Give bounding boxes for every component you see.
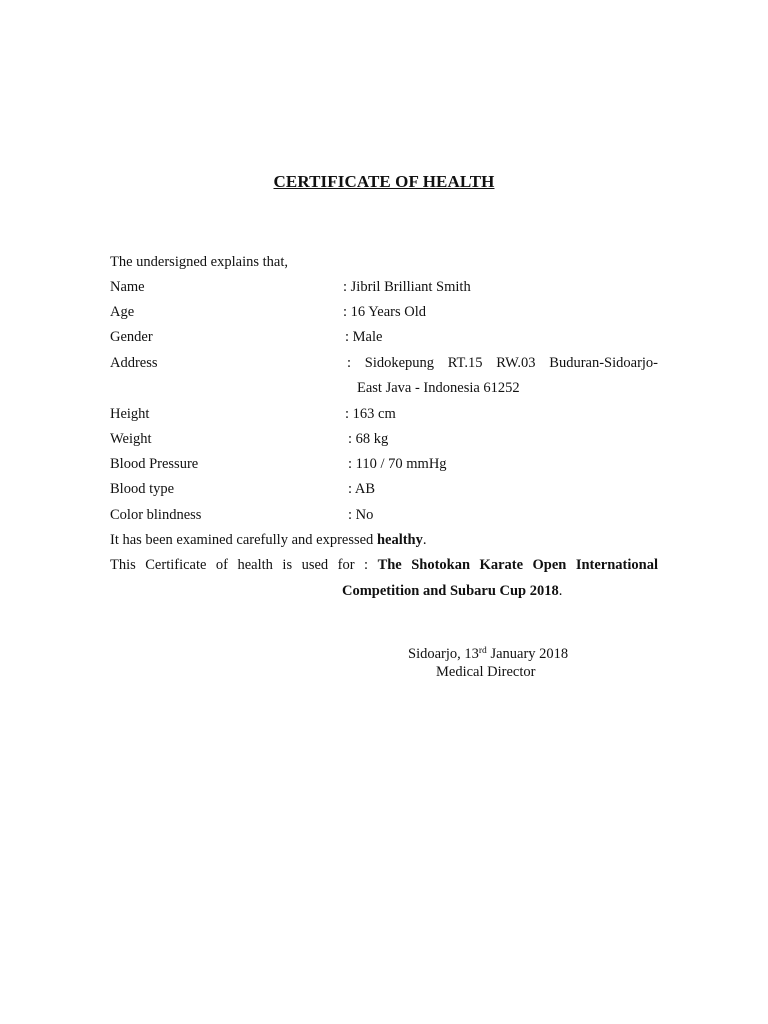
blood-type-label: Blood type: [110, 481, 175, 497]
address-label: Address: [110, 355, 158, 371]
examined-statement: [110, 531, 426, 549]
gender-value: : Male: [345, 329, 383, 345]
gender-label: Gender: [110, 329, 153, 345]
age-label: Age: [110, 304, 135, 320]
purpose-end: .: [558, 583, 563, 599]
certificate-title: CERTIFICATE OF HEALTH: [273, 172, 495, 191]
purpose-event-line2: Competition and Subaru Cup 2018: [342, 583, 559, 599]
signature-date-rest: January 2018: [486, 646, 569, 662]
name-value: : Jibril Brilliant Smith: [343, 279, 471, 295]
height-label: Height: [110, 406, 150, 422]
purpose-event-line1: The Shotokan Karate Open International: [377, 557, 659, 573]
purpose-statement: [110, 556, 658, 574]
examined-end: .: [422, 532, 427, 548]
color-blindness-label: Color blindness: [110, 507, 202, 523]
color-blindness-value: : No: [348, 507, 374, 523]
weight-label: Weight: [110, 431, 152, 447]
signature-date-suffix: rd: [478, 646, 487, 656]
weight-value: : 68 kg: [348, 431, 389, 447]
name-label: Name: [110, 279, 145, 295]
address-value-line1: : Sidokepung RT.15 RW.03 Buduran-Sidoarjo-: [347, 355, 658, 371]
signature-place-date-prefix: Sidoarjo, 13: [408, 646, 479, 662]
age-value: : 16 Years Old: [343, 304, 426, 320]
purpose-continuation: [342, 582, 562, 600]
height-value: : 163 cm: [345, 406, 396, 422]
purpose-text: This Certificate of health is used for :: [110, 557, 369, 573]
examined-text: It has been examined carefully and expressed: [110, 532, 374, 548]
blood-type-value: : AB: [348, 481, 375, 497]
blood-pressure-label: Blood Pressure: [110, 456, 199, 472]
examined-result: healthy: [376, 532, 423, 548]
signature-place-date: [408, 645, 568, 663]
blood-pressure-value: : 110 / 70 mmHg: [348, 456, 447, 472]
intro-text: The undersigned explains that,: [110, 254, 288, 270]
address-value-line2: East Java - Indonesia 61252: [357, 380, 520, 396]
signature-role: Medical Director: [436, 664, 536, 680]
